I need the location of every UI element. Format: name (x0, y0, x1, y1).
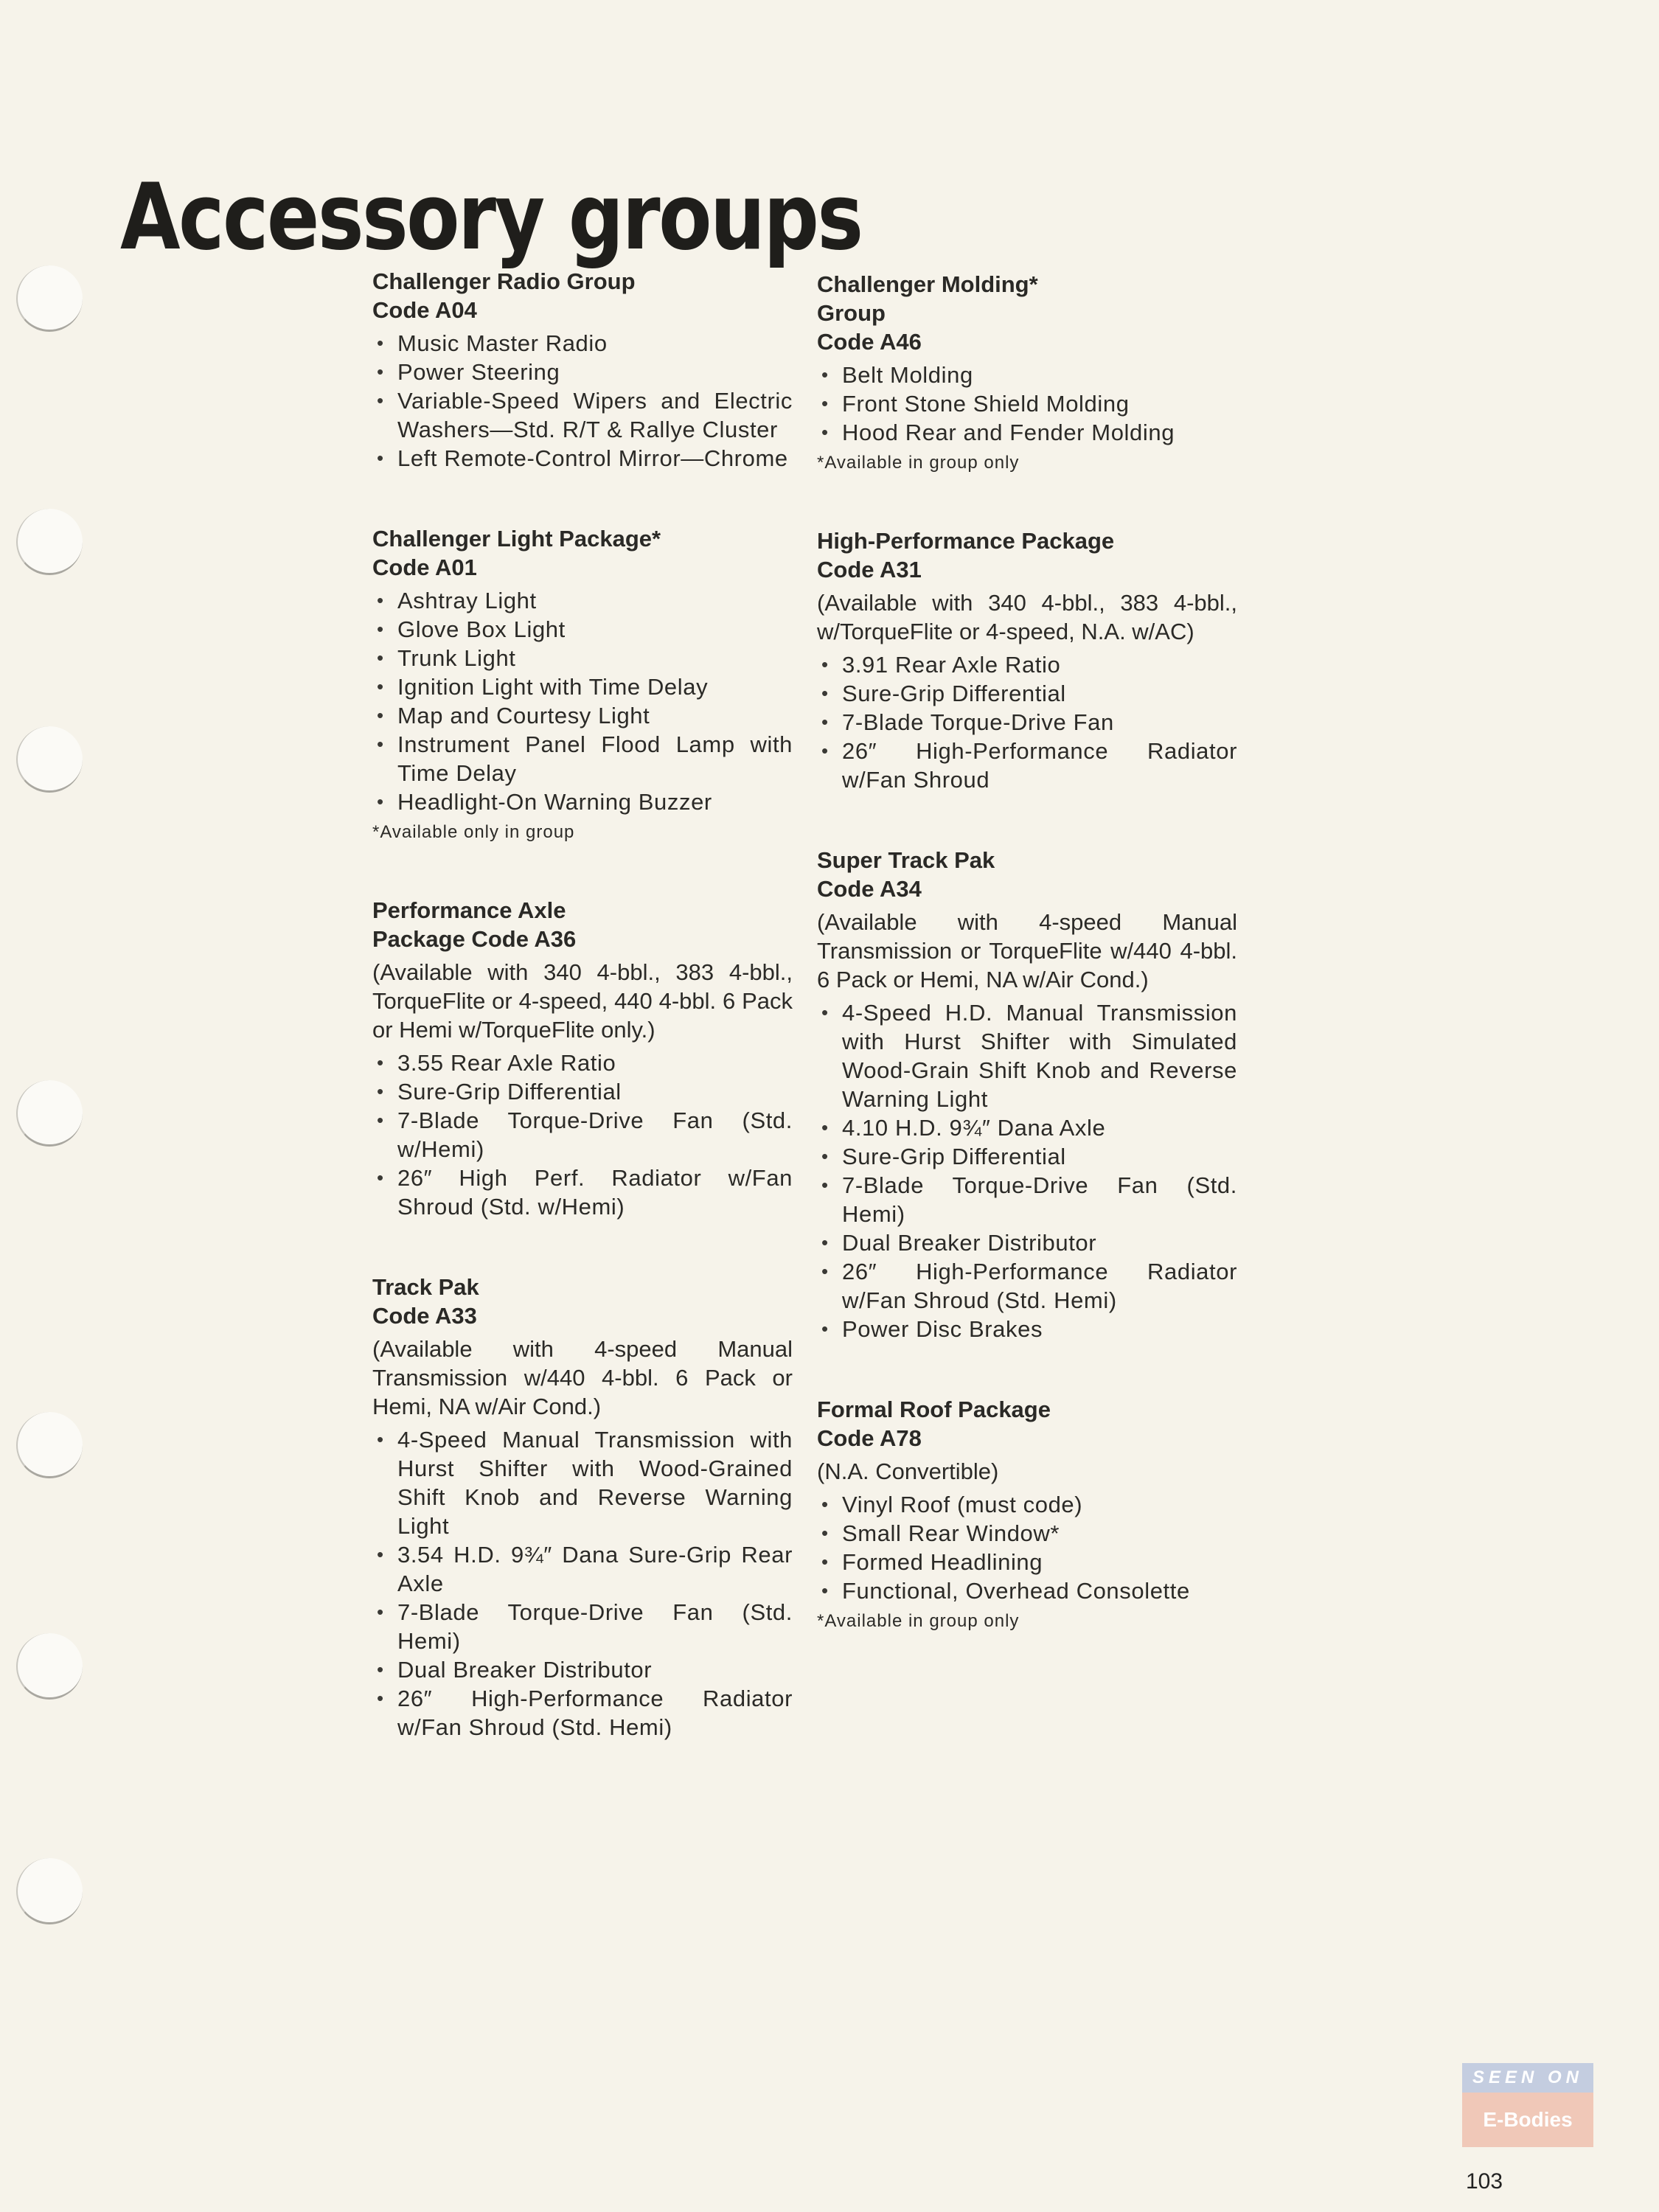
group-heading-line: Formal Roof Package (817, 1397, 1051, 1422)
list-item: • Front Stone Shield Molding (817, 389, 1237, 418)
list-item: • 4-Speed Manual Transmission with Hurst Shifter with Wood-Grained Shift Knob and Reverse Warning Light (372, 1425, 793, 1540)
list-item: • 26″ High-Performance Radiator w/Fan Shroud (Std. Hemi) (372, 1684, 793, 1742)
list-item: • 3.54 H.D. 9¾″ Dana Sure-Grip Rear Axle (372, 1540, 793, 1598)
list-item: • 4.10 H.D. 9¾″ Dana Axle (817, 1113, 1237, 1142)
left-column (372, 267, 793, 1793)
list-item: • Dual Breaker Distributor (817, 1228, 1237, 1257)
page-number: 103 (1466, 2169, 1503, 2194)
availability-note: (Available with 340 4-bbl., 383 4-bbl., TorqueFlite or 4-speed, 440 4-bbl. 6 Pack or Hemi w/TorqueFlite only.) (372, 959, 793, 1043)
binder-hole (16, 726, 83, 793)
list-item: • Variable-Speed Wipers and Electric Washers—Std. R/T & Rallye Cluster (372, 386, 793, 444)
accessory-group (372, 267, 793, 473)
group-heading (372, 267, 793, 324)
item-list (372, 1048, 793, 1221)
list-item: • 26″ High Perf. Radiator w/Fan Shroud (Std. w/Hemi) (372, 1164, 793, 1221)
list-item: • 7-Blade Torque-Drive Fan (817, 708, 1237, 737)
group-heading-line: Code A34 (817, 876, 922, 902)
group-heading (372, 896, 793, 953)
list-item: • Music Master Radio (372, 329, 793, 358)
group-heading (817, 270, 1237, 356)
list-item: • 7-Blade Torque-Drive Fan (Std. Hemi) (372, 1598, 793, 1655)
list-item: • Formed Headlining (817, 1548, 1237, 1576)
group-heading-line: Code A46 (817, 329, 922, 355)
list-item: • 26″ High-Performance Radiator w/Fan Shroud (Std. Hemi) (817, 1257, 1237, 1315)
availability-note: (Available with 340 4-bbl., 383 4-bbl., w/TorqueFlite or 4-speed, N.A. w/AC) (817, 590, 1237, 644)
list-item: • 3.91 Rear Axle Ratio (817, 650, 1237, 679)
list-item: • Vinyl Roof (must code) (817, 1490, 1237, 1519)
group-heading (817, 526, 1237, 584)
list-item: • Ashtray Light (372, 586, 793, 615)
list-item: • Power Steering (372, 358, 793, 386)
list-item: • Sure-Grip Differential (817, 679, 1237, 708)
group-heading-line: Code A01 (372, 554, 477, 580)
group-heading (817, 1395, 1237, 1453)
list-item: • Power Disc Brakes (817, 1315, 1237, 1343)
group-heading-line: Code A04 (372, 297, 477, 323)
list-item: • 3.55 Rear Axle Ratio (372, 1048, 793, 1077)
list-item: • Instrument Panel Flood Lamp with Time Delay (372, 730, 793, 787)
right-column (817, 270, 1237, 1685)
group-heading-line: Performance Axle (372, 897, 566, 923)
group-heading-line: Code A78 (817, 1425, 922, 1451)
accessory-group (372, 896, 793, 1221)
accessory-group (372, 1273, 793, 1742)
availability-note: (Available with 4-speed Manual Transmission or TorqueFlite w/440 4-bbl. 6 Pack or Hemi, NA w/Air Cond.) (817, 909, 1237, 992)
list-item: • Glove Box Light (372, 615, 793, 644)
item-list (817, 361, 1237, 447)
group-heading-line: Code A31 (817, 557, 922, 582)
list-item: • Map and Courtesy Light (372, 701, 793, 730)
binder-hole (16, 1858, 83, 1924)
group-heading-line: Track Pak (372, 1274, 479, 1300)
item-list (372, 1425, 793, 1742)
list-item: • 4-Speed H.D. Manual Transmission with Hurst Shifter with Simulated Wood-Grain Shift Knob and Reverse Warning Light (817, 998, 1237, 1113)
list-item: • Trunk Light (372, 644, 793, 672)
badge-logo-text: E-Bodies (1462, 2093, 1593, 2147)
group-heading-line: Group (817, 300, 886, 326)
footnote: *Available in group only (817, 1611, 1020, 1631)
group-heading-line: Super Track Pak (817, 847, 995, 873)
item-list (817, 650, 1237, 794)
list-item: • 26″ High-Performance Radiator w/Fan Shroud (817, 737, 1237, 794)
list-item: • Sure-Grip Differential (372, 1077, 793, 1106)
item-list (372, 329, 793, 473)
accessory-group (372, 524, 793, 844)
binder-hole (16, 265, 83, 332)
list-item: • Belt Molding (817, 361, 1237, 389)
binder-hole (16, 1633, 83, 1700)
list-item: • Functional, Overhead Consolette (817, 1576, 1237, 1605)
footnote: *Available in group only (817, 453, 1020, 473)
accessory-group (817, 526, 1237, 794)
item-list (817, 1490, 1237, 1605)
item-list (817, 998, 1237, 1343)
list-item: • Hood Rear and Fender Molding (817, 418, 1237, 447)
group-heading-line: Challenger Light Package* (372, 526, 661, 552)
footnote: *Available only in group (372, 822, 575, 842)
list-item: • Left Remote-Control Mirror—Chrome (372, 444, 793, 473)
accessory-group (817, 1395, 1237, 1633)
accessory-group (817, 846, 1237, 1343)
availability-note: (Available with 4-speed Manual Transmission w/440 4-bbl. 6 Pack or Hemi, NA w/Air Cond.) (372, 1336, 793, 1419)
binder-hole (16, 509, 83, 575)
page-title: Accessory groups (120, 164, 862, 271)
group-heading-line: Code A33 (372, 1303, 477, 1329)
group-heading-line: High-Performance Package (817, 528, 1115, 554)
group-heading (817, 846, 1237, 903)
list-item: • Headlight-On Warning Buzzer (372, 787, 793, 816)
list-item: • Small Rear Window* (817, 1519, 1237, 1548)
badge-top-text: SEEN ON (1462, 2063, 1593, 2093)
binder-hole (16, 1412, 83, 1478)
item-list (372, 586, 793, 816)
group-heading (372, 1273, 793, 1330)
list-item: • 7-Blade Torque-Drive Fan (Std. Hemi) (817, 1171, 1237, 1228)
group-heading-line: Challenger Molding* (817, 271, 1038, 297)
binder-hole (16, 1080, 83, 1147)
availability-note: (N.A. Convertible) (817, 1458, 999, 1484)
list-item: • Dual Breaker Distributor (372, 1655, 793, 1684)
list-item: • 7-Blade Torque-Drive Fan (Std. w/Hemi) (372, 1106, 793, 1164)
group-heading-line: Challenger Radio Group (372, 268, 636, 294)
group-heading-line: Package Code A36 (372, 926, 577, 952)
list-item: • Ignition Light with Time Delay (372, 672, 793, 701)
group-heading (372, 524, 793, 582)
list-item: • Sure-Grip Differential (817, 1142, 1237, 1171)
accessory-group (817, 270, 1237, 475)
seen-on-badge (1462, 2063, 1593, 2147)
